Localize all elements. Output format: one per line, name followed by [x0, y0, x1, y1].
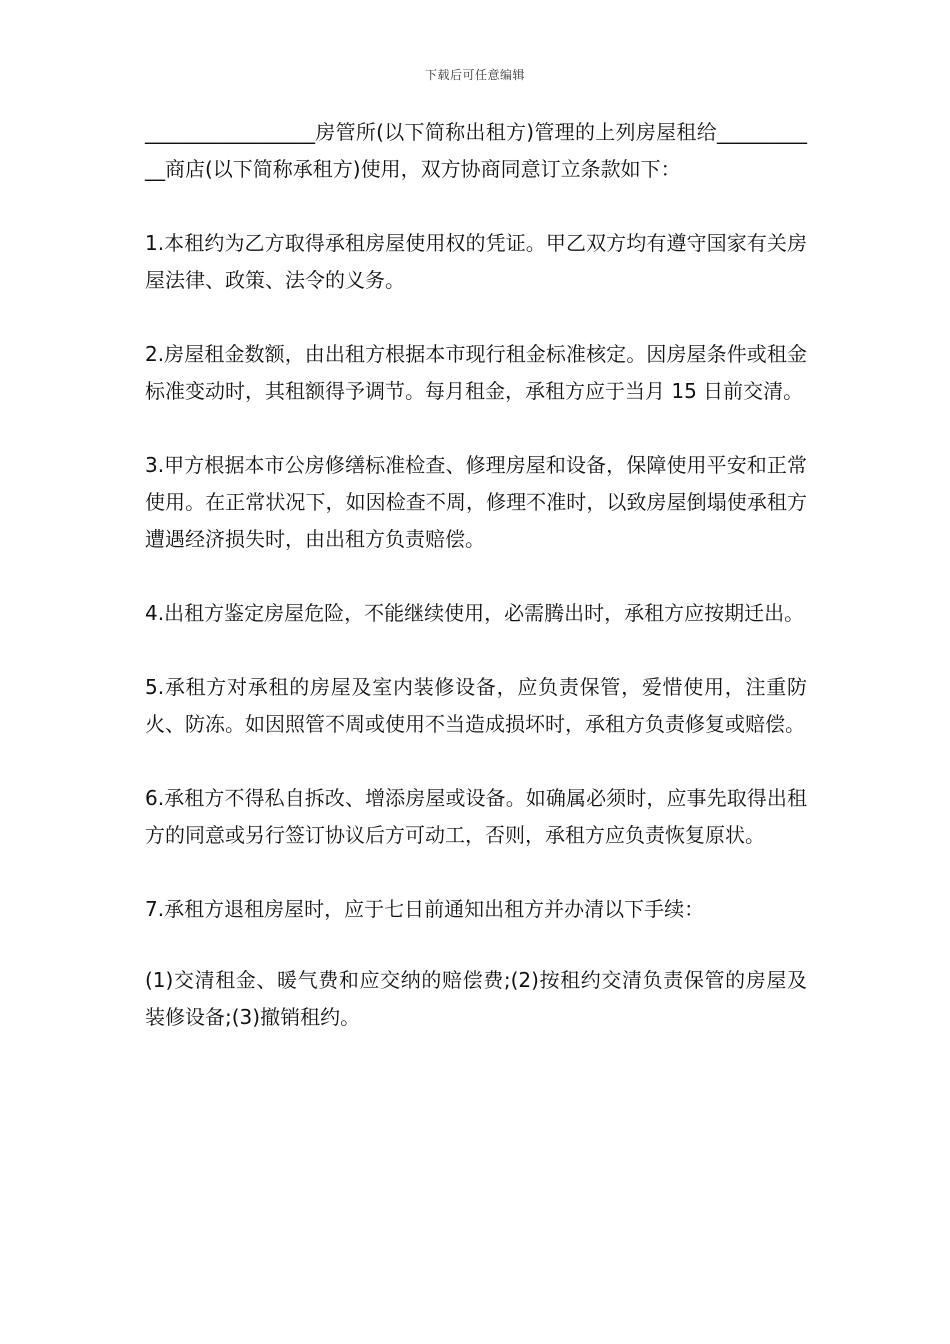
document-body [145, 114, 807, 1073]
clause-2: 2.房屋租金数额，由出租方根据本市现行租金标准核定。因房屋条件或租金标准变动时，其租额得予调节。每月租金，承租方应于当月 15 日前交清。 [145, 342, 807, 403]
clause-4: 4.出租方鉴定房屋危险，不能继续使用，必需腾出时，承租方应按期迁出。 [145, 601, 805, 625]
clause-7: 7.承租方退租房屋时，应于七日前通知出租方并办清以下手续： [145, 897, 705, 921]
clause-7-procedures: (1)交清租金、暖气费和应交纳的赔偿费;(2)按租约交清负责保管的房屋及装修设备;(3)撤销租约。 [145, 968, 807, 1029]
clause-1: 1.本租约为乙方取得承租房屋使用权的凭证。甲乙双方均有遵守国家有关房屋法律、政策、法令的义务。 [145, 231, 807, 292]
header-note: 下载后可任意编辑 [424, 68, 525, 82]
clause-6: 6.承租方不得私自拆改、增添房屋或设备。如确属必须时，应事先取得出租方的同意或另行签订协议后方可动工，否则，承租方应负责恢复原状。 [145, 786, 807, 847]
clause-5: 5.承租方对承租的房屋及室内装修设备，应负责保管，爱惜使用，注重防火、防冻。如因照管不周或使用不当造成损坏时，承租方负责修复或赔偿。 [145, 675, 807, 736]
clause-3: 3.甲方根据本市公房修缮标准检查、修理房屋和设备，保障使用平安和正常使用。在正常状况下，如因检查不周，修理不准时，以致房屋倒塌使承租方遭遇经济损失时，由出租方负责赔偿。 [145, 453, 807, 551]
intro-paragraph: _________________房管所(以下简称出租方)管理的上列房屋租给___________商店(以下简称承租方)使用，双方协商同意订立条款如下： [145, 120, 807, 181]
